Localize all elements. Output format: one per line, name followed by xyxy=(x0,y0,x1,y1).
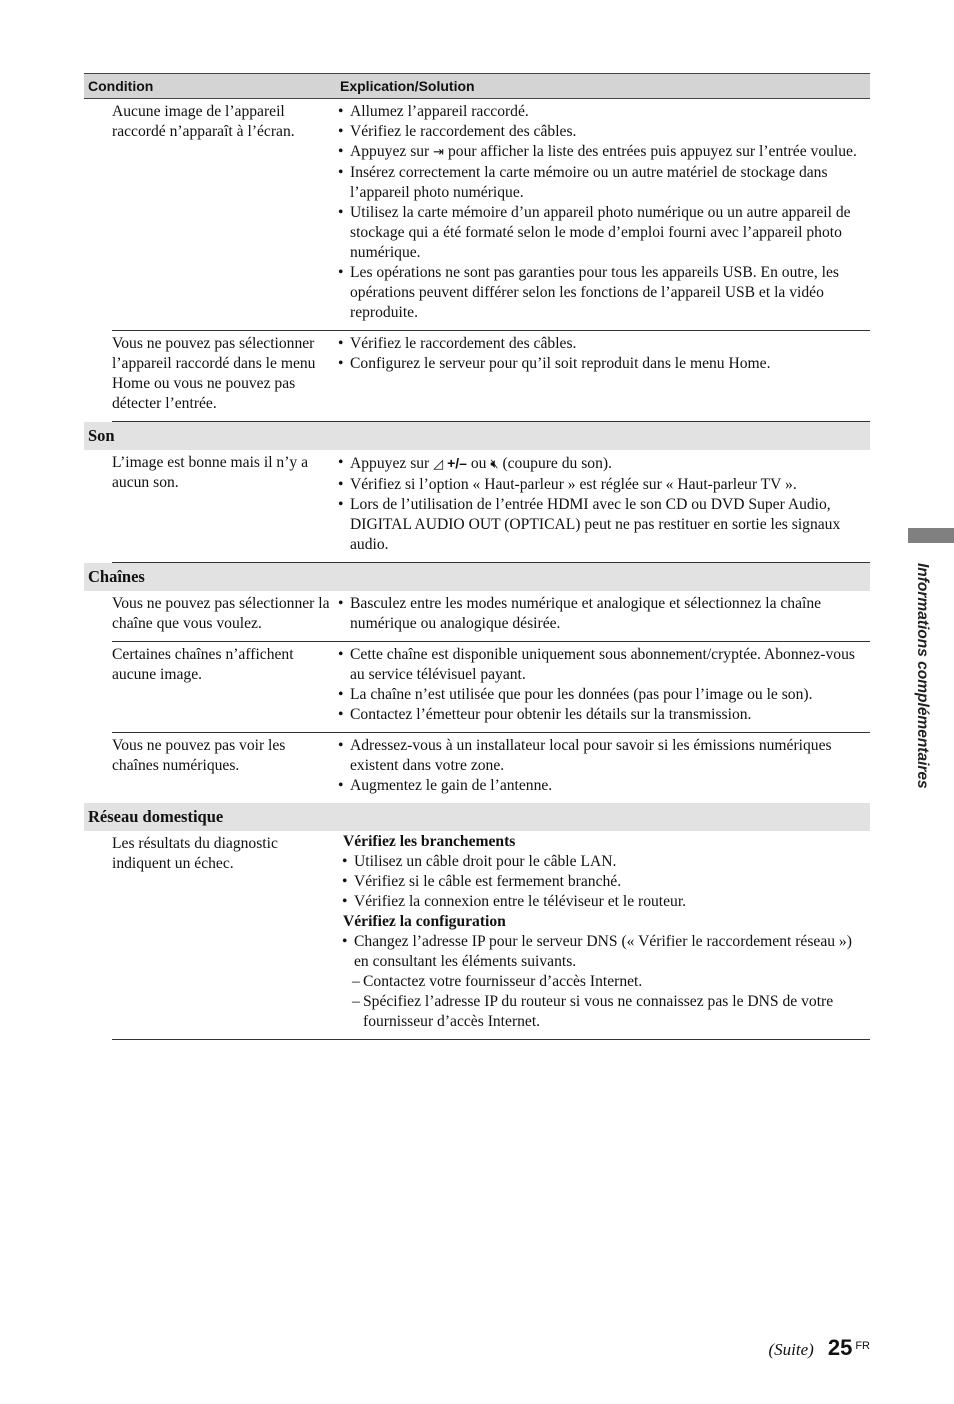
list-item: • Contactez l’émetteur pour obtenir les détails sur la transmission. xyxy=(338,706,752,723)
list-item: • Lors de l’utilisation de l’entrée HDMI avec le son CD ou DVD Super Audio, DIGITAL AUDIO OUT (OPTICAL) peut ne pas restituer en sortie les signaux audio. xyxy=(338,496,841,553)
list-item: • Utilisez un câble droit pour le câble LAN. xyxy=(342,853,617,870)
mute-icon: 🔇︎ xyxy=(490,457,499,472)
list-item: • Changez l’adresse IP pour le serveur DNS (« Vérifier le raccordement réseau ») en consultant les éléments suivants. xyxy=(342,933,852,970)
table-row xyxy=(112,831,870,1040)
condition-cell: Vous ne pouvez pas voir les chaînes numériques. xyxy=(112,737,286,774)
condition-cell: Vous ne pouvez pas sélectionner l’appareil raccordé dans le menu Home ou vous ne pouvez pas détecter l’entrée. xyxy=(112,335,316,412)
page-number: 25 xyxy=(827,1335,853,1360)
table-row xyxy=(112,99,870,331)
condition-cell: L’image est bonne mais il n’y a aucun son. xyxy=(112,454,309,491)
table-row xyxy=(112,642,870,733)
list-item: • Cette chaîne est disponible uniquement sous abonnement/cryptée. Abonnez-vous au service télévisuel payant. xyxy=(338,646,855,683)
troubleshooting-table xyxy=(84,73,870,1040)
list-item: • Vérifiez la connexion entre le téléviseur et le routeur. xyxy=(342,893,687,910)
dash-item: – Spécifiez l’adresse IP du routeur si vous ne connaissez pas le DNS de votre fournisseur d’accès Internet. xyxy=(352,993,834,1030)
side-section-label: Informations complémentaires xyxy=(914,563,931,789)
section-reseau: Réseau domestique xyxy=(84,803,870,831)
table-header xyxy=(84,73,870,99)
header-condition: Condition xyxy=(88,78,154,94)
explanation-cell xyxy=(338,645,870,725)
list-item: • Vérifiez si l’option « Haut-parleur » est réglée sur « Haut-parleur TV ». xyxy=(338,476,797,493)
header-explanation: Explication/Solution xyxy=(340,78,475,94)
explanation-cell xyxy=(338,832,870,1032)
list-item: • Les opérations ne sont pas garanties pour tous les appareils USB. En outre, les opérations peuvent différer selon les fonctions de l’appareil USB et la vidéo reproduite. xyxy=(338,264,839,321)
dash-item: – Contactez votre fournisseur d’accès Internet. xyxy=(352,973,643,990)
explanation-cell xyxy=(338,102,870,323)
input-select-icon: ⇥ xyxy=(433,145,445,160)
continued-label: (Suite) xyxy=(768,1340,814,1359)
list-item: • Vérifiez le raccordement des câbles. xyxy=(338,123,577,140)
list-item: • Configurez le serveur pour qu’il soit reproduit dans le menu Home. xyxy=(338,355,771,372)
table-row xyxy=(112,450,870,563)
page-footer xyxy=(768,1335,870,1362)
explanation-cell xyxy=(338,736,870,796)
list-item: • La chaîne n’est utilisée que pour les données (pas pour l’image ou le son). xyxy=(338,686,813,703)
condition-cell: Aucune image de l’appareil raccordé n’apparaît à l’écran. xyxy=(112,103,295,140)
list-item: • Vérifiez le raccordement des câbles. xyxy=(338,335,577,352)
subheading-branchements: Vérifiez les branchements xyxy=(343,833,516,850)
condition-cell: Vous ne pouvez pas sélectionner la chaîne que vous voulez. xyxy=(112,595,330,632)
list-item: • Augmentez le gain de l’antenne. xyxy=(338,777,553,794)
side-tab-marker xyxy=(908,528,954,543)
condition-cell: Les résultats du diagnostic indiquent un échec. xyxy=(112,835,278,872)
volume-icon: ◿ xyxy=(433,457,444,472)
table-row xyxy=(112,591,870,642)
table-row xyxy=(112,331,870,422)
table-row xyxy=(112,733,870,803)
list-item: • Allumez l’appareil raccordé. xyxy=(338,103,529,120)
section-son: Son xyxy=(84,422,870,450)
list-item: • Utilisez la carte mémoire d’un appareil photo numérique ou un autre appareil de stockage qui a été formaté selon le mode d’emploi fourni avec l’appareil photo numérique. xyxy=(338,204,851,261)
list-item: • Appuyez sur ◿ +/– ou 🔇︎ (coupure du son). xyxy=(338,454,612,472)
list-item: • Adressez-vous à un installateur local pour savoir si les émissions numériques existent dans votre zone. xyxy=(338,737,832,774)
list-item: • Basculez entre les modes numérique et analogique et sélectionnez la chaîne numérique ou analogique désirée. xyxy=(338,595,822,632)
list-item: • Vérifiez si le câble est fermement branché. xyxy=(342,873,622,890)
list-item: • Appuyez sur ⇥ pour afficher la liste des entrées puis appuyez sur l’entrée voulue. xyxy=(338,143,857,160)
section-chaines: Chaînes xyxy=(84,563,870,591)
subheading-configuration: Vérifiez la configuration xyxy=(343,913,506,930)
explanation-cell xyxy=(338,453,870,555)
language-code: FR xyxy=(855,1340,870,1352)
list-item: • Insérez correctement la carte mémoire ou un autre matériel de stockage dans l’appareil photo numérique. xyxy=(338,164,828,201)
explanation-cell xyxy=(338,334,870,414)
explanation-cell xyxy=(338,594,870,634)
condition-cell: Certaines chaînes n’affichent aucune image. xyxy=(112,646,294,683)
